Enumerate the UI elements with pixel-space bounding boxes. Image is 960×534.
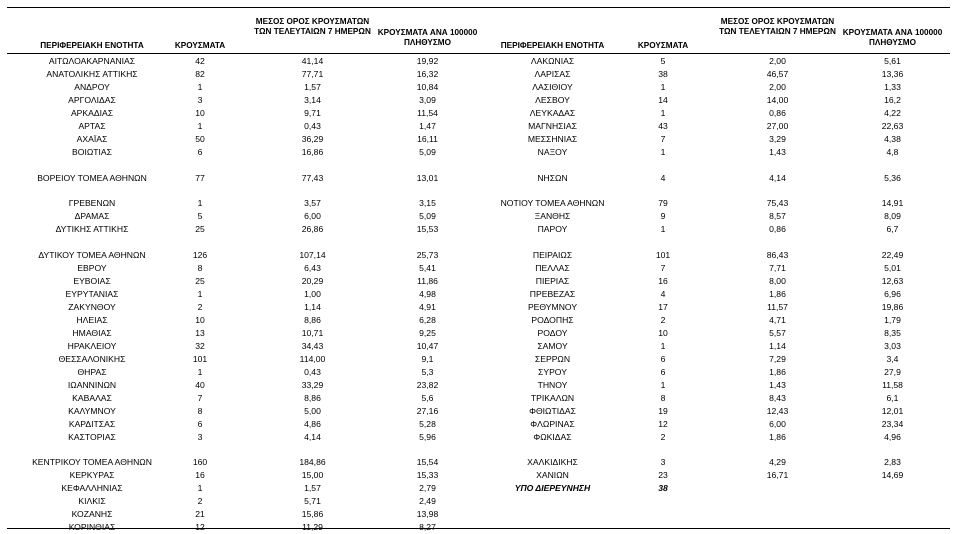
cell-per100k: 1,33 <box>884 81 901 92</box>
cell-avg7: 1,43 <box>769 146 786 157</box>
cell-avg7: 1,86 <box>769 366 786 377</box>
cell-avg7: 8,00 <box>769 276 786 287</box>
cell-per100k: 4,38 <box>884 133 901 144</box>
cell-avg7: 4,86 <box>304 418 321 429</box>
cell-cases: 23 <box>658 470 668 481</box>
cell-cases: 5 <box>660 56 666 66</box>
table-row <box>0 380 960 391</box>
cell-per100k: 5,6 <box>421 392 434 403</box>
cell-region: ΙΩΑΝΝΙΝΩΝ <box>67 379 117 390</box>
cell-per100k: 27,16 <box>416 405 439 416</box>
cell-region: ΑΙΤΩΛΟΑΚΑΡΝΑΝΙΑΣ <box>48 56 136 66</box>
header-region-right: ΠΕΡΙΦΕΡΕΙΑΚΗ ΕΝΟΤΗΤΑ <box>500 41 605 50</box>
cell-avg7: 36,29 <box>301 133 324 144</box>
header-avg7-right: ΜΕΣΟΣ ΟΡΟΣ ΚΡΟΥΣΜΑΤΩΝ ΤΩΝ ΤΕΛΕΥΤΑΙΩΝ 7 ΗΜΕΡΩΝ <box>719 17 836 36</box>
cell-avg7: 12,43 <box>766 405 789 416</box>
cell-cases: 12 <box>658 418 668 429</box>
cell-avg7: 4,14 <box>769 172 786 183</box>
cell-cases: 12 <box>195 522 205 533</box>
cell-avg7: 5,57 <box>769 327 786 338</box>
cell-per100k: 15,54 <box>416 457 439 468</box>
cell-per100k: 2,79 <box>419 483 436 494</box>
cell-region: ΣΑΜΟΥ <box>537 340 568 351</box>
cell-avg7: 4,14 <box>304 431 321 442</box>
cell-avg7: 0,43 <box>304 366 321 377</box>
cell-cases: 82 <box>195 68 205 79</box>
cell-avg7: 3,14 <box>304 94 321 105</box>
cell-region: ΝΗΣΩΝ <box>537 172 568 183</box>
header-region-left: ΠΕΡΙΦΕΡΕΙΑΚΗ ΕΝΟΤΗΤΑ <box>40 41 144 50</box>
cell-region: ΔΥΤΙΚΟΥ ΤΟΜΕΑ ΑΘΗΝΩΝ <box>38 250 146 261</box>
table-row <box>0 496 960 507</box>
cell-avg7: 0,86 <box>769 224 786 235</box>
cell-per100k: 12,01 <box>881 405 904 416</box>
cell-cases: 6 <box>660 353 666 364</box>
cell-avg7: 1,57 <box>304 81 321 92</box>
cell-per100k: 11,86 <box>417 276 438 287</box>
cell-avg7: 1,14 <box>769 340 786 351</box>
cell-avg7: 2,00 <box>769 81 786 92</box>
cell-region: ΤΡΙΚΑΛΩΝ <box>530 392 575 403</box>
cell-avg7: 16,71 <box>766 470 789 481</box>
cell-avg7: 4,71 <box>769 315 786 325</box>
cell-avg7: 1,86 <box>769 289 786 300</box>
cell-cases: 8 <box>197 405 203 416</box>
cell-avg7: 1,57 <box>304 483 321 494</box>
cell-cases: 14 <box>658 94 668 105</box>
cell-cases: 2 <box>197 496 203 507</box>
cell-cases: 16 <box>658 276 668 287</box>
cell-region: ΛΑΣΙΘΙΟΥ <box>532 81 573 92</box>
table-row <box>0 367 960 378</box>
cell-per100k: 2,49 <box>419 496 436 507</box>
cell-region: ΚΟΖΑΝΗΣ <box>71 509 113 520</box>
cell-per100k: 5,96 <box>419 431 436 442</box>
cell-cases: 79 <box>658 198 668 209</box>
cell-region: ΝΑΞΟΥ <box>537 146 568 157</box>
cell-per100k: 2,83 <box>884 457 901 468</box>
cell-region: ΘΗΡΑΣ <box>77 366 107 377</box>
cell-avg7: 2,00 <box>769 56 786 66</box>
cell-avg7: 1,14 <box>304 302 321 313</box>
table-row <box>0 263 960 274</box>
cell-region: ΕΥΡΥΤΑΝΙΑΣ <box>65 289 119 300</box>
cell-per100k: 23,82 <box>416 379 439 390</box>
cell-region: ΗΡΑΚΛΕΙΟΥ <box>67 340 117 351</box>
cell-region: ΛΑΡΙΣΑΣ <box>534 68 571 79</box>
cell-per100k: 8,27 <box>419 522 436 533</box>
cell-region: ΚΑΣΤΟΡΙΑΣ <box>68 431 116 442</box>
cell-cases: 3 <box>660 457 666 468</box>
table-row <box>0 315 960 326</box>
cell-cases: 13 <box>195 327 205 338</box>
table-row <box>0 393 960 404</box>
header-per100k-right: ΚΡΟΥΣΜΑΤΑ ΑΝΑ 100000 ΠΛΗΘΥΣΜΟ <box>842 28 943 47</box>
cell-per100k: 11,54 <box>417 107 438 118</box>
cell-cases: 10 <box>195 107 205 118</box>
cell-per100k: 15,53 <box>416 224 439 235</box>
cell-region: ΛΕΥΚΑΔΑΣ <box>529 107 576 118</box>
header-per100k-left: ΚΡΟΥΣΜΑΤΑ ΑΝΑ 100000 ΠΛΗΘΥΣΜΟ <box>377 28 478 47</box>
cell-per100k: 3,09 <box>419 94 436 105</box>
cell-cases: 10 <box>658 327 668 338</box>
cell-avg7: 10,71 <box>301 327 324 338</box>
cell-region: ΑΡΓΟΛΙΔΑΣ <box>68 94 116 105</box>
cell-per100k: 15,33 <box>416 470 439 481</box>
cell-cases: 6 <box>660 366 666 377</box>
cell-cases: 101 <box>655 250 671 261</box>
cell-cases: 16 <box>195 470 205 481</box>
table-row <box>0 134 960 145</box>
cell-per100k: 14,91 <box>881 198 904 209</box>
cell-per100k: 22,49 <box>881 250 904 261</box>
cell-cases: 50 <box>195 133 205 144</box>
cell-region: ΚΑΛΥΜΝΟΥ <box>68 405 116 416</box>
cell-per100k: 1,79 <box>884 315 901 325</box>
cell-cases: 1 <box>660 224 666 235</box>
cell-avg7: 27,00 <box>766 120 789 131</box>
table-row <box>0 483 960 494</box>
cell-cases: 21 <box>195 509 205 520</box>
cell-per100k: 8,35 <box>884 327 901 338</box>
cell-avg7: 20,29 <box>301 276 324 287</box>
cell-avg7: 86,43 <box>766 250 789 261</box>
cell-cases: 40 <box>195 379 205 390</box>
table-row <box>0 509 960 520</box>
cell-cases: 6 <box>197 146 203 157</box>
cell-avg7: 26,86 <box>301 224 324 235</box>
table-row <box>0 328 960 339</box>
cell-cases: 160 <box>192 457 208 468</box>
cell-avg7: 11,57 <box>767 302 788 313</box>
cell-per100k: 4,22 <box>884 107 901 118</box>
cell-region: ΠΙΕΡΙΑΣ <box>535 276 570 287</box>
cell-per100k: 13,01 <box>416 172 439 183</box>
cell-region: ΚΕΡΚΥΡΑΣ <box>69 470 115 481</box>
table-row <box>0 121 960 132</box>
cell-avg7: 5,71 <box>304 496 321 507</box>
table-row <box>0 470 960 481</box>
cell-cases: 4 <box>660 289 666 300</box>
header-cases-left: ΚΡΟΥΣΜΑΤΑ <box>174 41 226 50</box>
cell-cases: 38 <box>658 483 668 494</box>
header-avg7-left: ΜΕΣΟΣ ΟΡΟΣ ΚΡΟΥΣΜΑΤΩΝ ΤΩΝ ΤΕΛΕΥΤΑΙΩΝ 7 ΗΜΕΡΩΝ <box>254 17 371 36</box>
cell-cases: 17 <box>658 302 668 313</box>
cell-region: ΗΛΕΙΑΣ <box>76 315 108 325</box>
cell-per100k: 5,61 <box>884 56 901 66</box>
cell-per100k: 25,73 <box>416 250 439 261</box>
cell-avg7: 0,86 <box>769 107 786 118</box>
cell-cases: 6 <box>197 418 203 429</box>
cell-avg7: 77,71 <box>301 68 324 79</box>
table-row <box>0 406 960 417</box>
cell-cases: 5 <box>197 211 203 222</box>
table-row <box>0 354 960 365</box>
cell-avg7: 15,86 <box>301 509 324 520</box>
cell-avg7: 8,86 <box>304 392 321 403</box>
cell-avg7: 5,00 <box>304 405 321 416</box>
cell-avg7: 7,71 <box>769 263 786 274</box>
cell-avg7: 6,43 <box>304 263 321 274</box>
cell-cases: 7 <box>660 133 666 144</box>
table-row <box>0 432 960 443</box>
cell-region: ΑΝΔΡΟΥ <box>74 81 110 92</box>
cell-region: ΦΛΩΡΙΝΑΣ <box>530 418 575 429</box>
cell-region: ΦΩΚΙΔΑΣ <box>533 431 572 442</box>
cell-per100k: 9,25 <box>419 327 436 338</box>
header-rule <box>7 53 950 54</box>
table-row <box>0 173 960 184</box>
cell-cases: 101 <box>192 353 208 364</box>
cell-region: ΜΕΣΣΗΝΙΑΣ <box>527 133 578 144</box>
cell-cases: 32 <box>195 340 205 351</box>
cell-region: ΚΙΛΚΙΣ <box>78 496 106 507</box>
cell-avg7: 15,00 <box>301 470 324 481</box>
cell-cases: 1 <box>660 340 666 351</box>
cell-per100k: 8,09 <box>884 211 901 222</box>
cell-cases: 1 <box>660 379 666 390</box>
cell-cases: 9 <box>660 211 666 222</box>
cell-cases: 2 <box>660 431 666 442</box>
cell-avg7: 34,43 <box>301 340 324 351</box>
cell-per100k: 4,8 <box>886 146 899 157</box>
cell-cases: 4 <box>660 172 666 183</box>
table-row <box>0 211 960 222</box>
cell-region: ΤΗΝΟΥ <box>537 379 568 390</box>
cell-avg7: 8,86 <box>304 315 321 325</box>
cell-per100k: 6,7 <box>886 224 899 235</box>
cell-region: ΥΠΟ ΔΙΕΡΕΥΝΗΣΗ <box>514 483 591 494</box>
cell-region: ΣΥΡΟΥ <box>538 366 567 377</box>
cell-region: ΚΟΡΙΝΘΙΑΣ <box>68 522 116 533</box>
cell-region: ΣΕΡΡΩΝ <box>534 353 571 364</box>
cell-cases: 8 <box>197 263 203 274</box>
cell-cases: 1 <box>197 198 203 209</box>
cell-per100k: 5,01 <box>884 263 901 274</box>
cell-region: ΗΜΑΘΙΑΣ <box>72 327 112 338</box>
cell-per100k: 11,58 <box>882 379 903 390</box>
cell-per100k: 19,86 <box>881 302 904 313</box>
cell-per100k: 3,15 <box>419 198 436 209</box>
cell-avg7: 184,86 <box>299 457 326 468</box>
cell-per100k: 5,28 <box>419 418 436 429</box>
cell-per100k: 5,09 <box>419 211 436 222</box>
cell-cases: 7 <box>197 392 203 403</box>
cell-avg7: 16,86 <box>301 146 324 157</box>
cell-region: ΒΟΙΩΤΙΑΣ <box>72 146 112 157</box>
cell-cases: 25 <box>195 224 205 235</box>
table-row <box>0 250 960 261</box>
cell-region: ΕΥΒΟΙΑΣ <box>73 276 111 287</box>
cell-region: ΑΡΤΑΣ <box>78 120 106 131</box>
cell-per100k: 16,11 <box>417 133 438 144</box>
cell-region: ΠΕΛΛΑΣ <box>535 263 570 274</box>
cell-per100k: 10,47 <box>416 340 439 351</box>
cell-cases: 1 <box>660 81 666 92</box>
cell-per100k: 4,98 <box>419 289 436 300</box>
cell-per100k: 1,47 <box>419 120 436 131</box>
table-row <box>0 95 960 106</box>
table-row <box>0 276 960 287</box>
cell-avg7: 4,29 <box>769 457 786 468</box>
header-cases-right: ΚΡΟΥΣΜΑΤΑ <box>637 41 689 50</box>
cell-per100k: 5,36 <box>884 172 901 183</box>
table-row <box>0 457 960 468</box>
cell-avg7: 9,71 <box>304 107 321 118</box>
cell-region: ΛΑΚΩΝΙΑΣ <box>530 56 575 66</box>
cell-avg7: 107,14 <box>299 250 326 261</box>
table-row <box>0 302 960 313</box>
cell-per100k: 6,28 <box>419 315 436 325</box>
cell-region: ΠΑΡΟΥ <box>537 224 568 235</box>
cell-cases: 2 <box>660 315 666 325</box>
cell-region: ΝΟΤΙΟΥ ΤΟΜΕΑ ΑΘΗΝΩΝ <box>500 198 605 209</box>
table-row <box>0 198 960 209</box>
cell-per100k: 5,09 <box>419 146 436 157</box>
cell-cases: 38 <box>658 68 668 79</box>
cell-per100k: 3,03 <box>884 340 901 351</box>
cell-per100k: 4,96 <box>884 431 901 442</box>
cell-region: ΦΘΙΩΤΙΔΑΣ <box>529 405 576 416</box>
cell-per100k: 14,69 <box>881 470 904 481</box>
cell-region: ΘΕΣΣΑΛΟΝΙΚΗΣ <box>58 353 126 364</box>
cell-avg7: 114,00 <box>299 353 326 364</box>
cell-region: ΧΑΛΚΙΔΙΚΗΣ <box>527 457 578 468</box>
cell-per100k: 27,9 <box>884 366 901 377</box>
cell-cases: 25 <box>195 276 205 287</box>
cell-avg7: 1,86 <box>769 431 786 442</box>
cell-region: ΑΝΑΤΟΛΙΚΗΣ ΑΤΤΙΚΗΣ <box>46 68 138 79</box>
cell-region: ΖΑΚΥΝΘΟΥ <box>68 302 116 313</box>
cell-avg7: 3,57 <box>304 198 321 209</box>
table-row <box>0 419 960 430</box>
cell-per100k: 22,63 <box>881 120 904 131</box>
cell-per100k: 23,34 <box>881 418 904 429</box>
cell-avg7: 75,43 <box>766 198 789 209</box>
cell-per100k: 3,4 <box>886 353 899 364</box>
cell-cases: 1 <box>660 146 666 157</box>
table-row <box>0 289 960 300</box>
cell-cases: 8 <box>660 392 666 403</box>
cell-per100k: 16,2 <box>884 94 901 105</box>
table-row <box>0 69 960 80</box>
cell-cases: 2 <box>197 302 203 313</box>
cell-per100k: 4,91 <box>419 302 436 313</box>
cell-avg7: 11,29 <box>302 522 323 533</box>
cell-region: ΡΕΘΥΜΝΟΥ <box>527 302 578 313</box>
cell-cases: 43 <box>658 120 668 131</box>
cell-avg7: 77,43 <box>301 172 324 183</box>
cell-cases: 42 <box>195 56 205 66</box>
cell-region: ΧΑΝΙΩΝ <box>536 470 569 481</box>
cell-region: ΚΑΒΑΛΑΣ <box>72 392 112 403</box>
cell-per100k: 19,92 <box>416 56 439 66</box>
cell-region: ΛΕΣΒΟΥ <box>535 94 570 105</box>
cell-region: ΒΟΡΕΙΟΥ ΤΟΜΕΑ ΑΘΗΝΩΝ <box>37 172 147 183</box>
cell-cases: 1 <box>197 81 203 92</box>
cell-cases: 1 <box>660 107 666 118</box>
cell-avg7: 1,00 <box>304 289 321 300</box>
cell-avg7: 8,57 <box>769 211 786 222</box>
cell-region: ΡΟΔΟΥ <box>537 327 568 338</box>
cell-avg7: 0,43 <box>304 120 321 131</box>
cell-cases: 1 <box>197 366 203 377</box>
table-row <box>0 341 960 352</box>
table-row <box>0 56 960 67</box>
table-row <box>0 147 960 158</box>
cell-region: ΞΑΝΘΗΣ <box>534 211 571 222</box>
cell-region: ΔΡΑΜΑΣ <box>74 211 110 222</box>
cell-avg7: 41,14 <box>301 56 324 66</box>
cell-per100k: 5,41 <box>419 263 436 274</box>
cell-region: ΓΡΕΒΕΝΩΝ <box>68 198 116 209</box>
cell-per100k: 13,98 <box>416 509 439 520</box>
cell-cases: 10 <box>195 315 205 325</box>
cell-per100k: 16,32 <box>416 68 439 79</box>
cell-cases: 1 <box>197 483 203 494</box>
cell-region: ΚΕΝΤΡΙΚΟΥ ΤΟΜΕΑ ΑΘΗΝΩΝ <box>32 457 152 468</box>
cell-cases: 19 <box>658 405 668 416</box>
cell-per100k: 10,84 <box>416 81 439 92</box>
cell-region: ΕΒΡΟΥ <box>77 263 107 274</box>
cell-region: ΠΡΕΒΕΖΑΣ <box>529 289 576 300</box>
table-row <box>0 108 960 119</box>
top-rule <box>7 7 950 8</box>
cell-cases: 77 <box>195 172 205 183</box>
cell-avg7: 1,43 <box>769 379 786 390</box>
table-row <box>0 82 960 93</box>
cell-region: ΑΡΚΑΔΙΑΣ <box>70 107 114 118</box>
cell-cases: 7 <box>660 263 666 274</box>
cell-per100k: 6,1 <box>886 392 899 403</box>
cell-region: ΑΧΑΪΑΣ <box>76 133 108 144</box>
cell-avg7: 7,29 <box>769 353 786 364</box>
cell-region: ΡΟΔΟΠΗΣ <box>531 315 574 325</box>
cell-avg7: 3,29 <box>769 133 786 144</box>
cell-region: ΔΥΤΙΚΗΣ ΑΤΤΙΚΗΣ <box>55 224 129 235</box>
cell-cases: 3 <box>197 431 203 442</box>
cell-region: ΚΑΡΔΙΤΣΑΣ <box>68 418 116 429</box>
cell-region: ΠΕΙΡΑΙΩΣ <box>532 250 573 261</box>
cell-avg7: 6,00 <box>304 211 321 222</box>
cell-avg7: 46,57 <box>766 68 789 79</box>
cell-cases: 126 <box>192 250 208 261</box>
table-row <box>0 224 960 235</box>
cell-per100k: 12,63 <box>881 276 904 287</box>
cell-avg7: 6,00 <box>769 418 786 429</box>
cell-cases: 1 <box>197 289 203 300</box>
cell-per100k: 5,3 <box>421 366 434 377</box>
cell-per100k: 9,1 <box>421 353 434 364</box>
cell-per100k: 13,36 <box>881 68 904 79</box>
cell-avg7: 14,00 <box>766 94 789 105</box>
cell-cases: 1 <box>197 120 203 131</box>
cell-per100k: 6,96 <box>884 289 901 300</box>
table-row <box>0 522 960 533</box>
cell-avg7: 8,43 <box>769 392 786 403</box>
cell-cases: 3 <box>197 94 203 105</box>
cell-region: ΜΑΓΝΗΣΙΑΣ <box>528 120 577 131</box>
cell-avg7: 33,29 <box>301 379 324 390</box>
cell-region: ΚΕΦΑΛΛΗΝΙΑΣ <box>61 483 123 494</box>
